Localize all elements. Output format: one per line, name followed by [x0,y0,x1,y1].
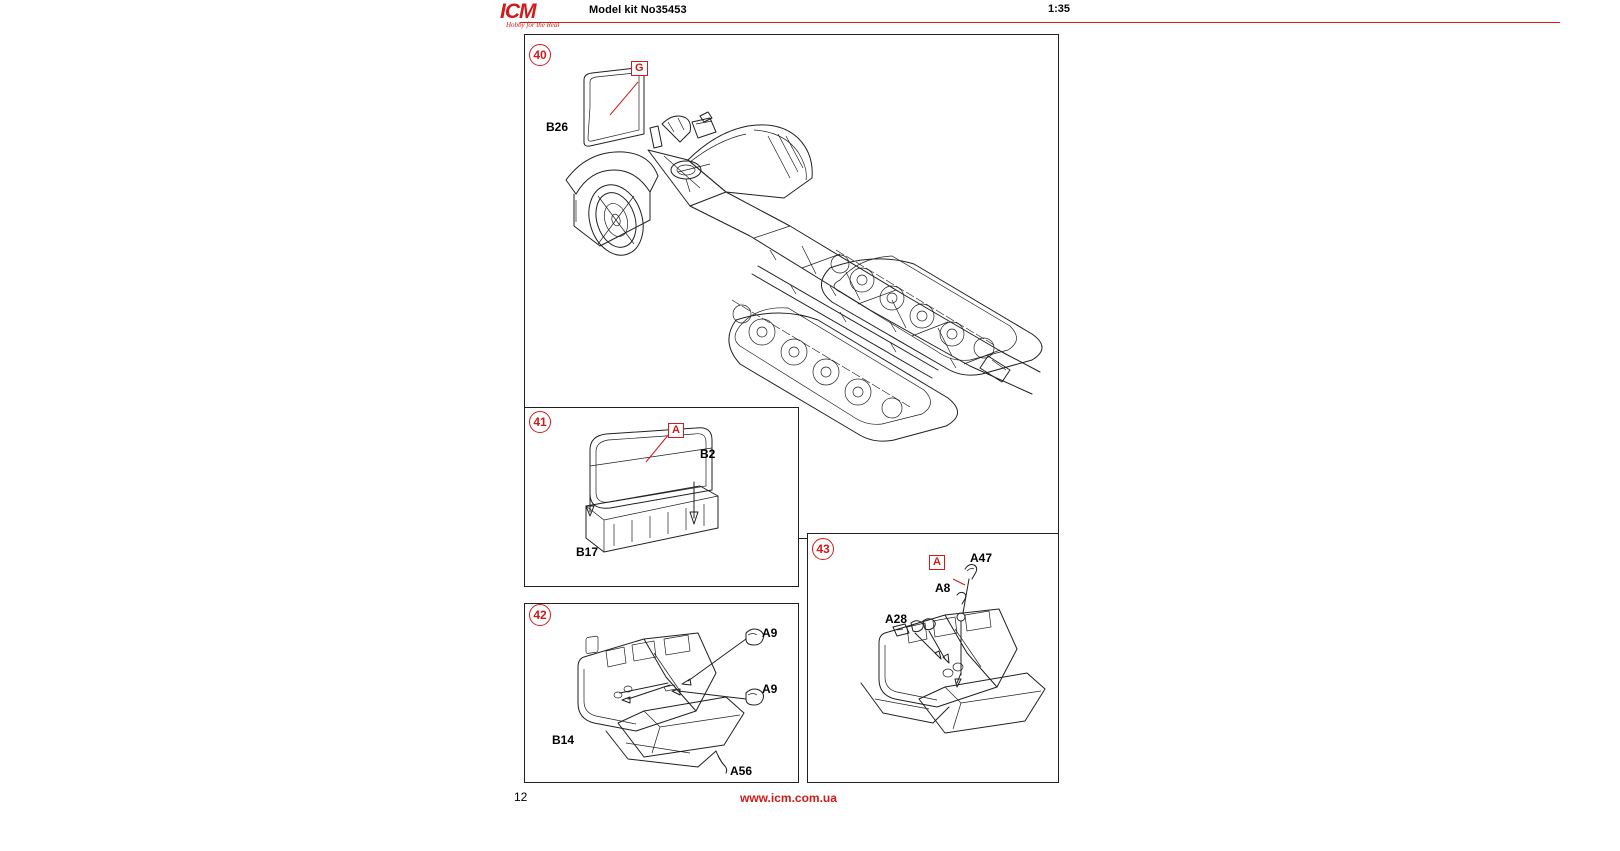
letter-callout-a-step43: A [929,555,945,570]
part-label-a28: A28 [885,612,908,626]
scale-label: 1:35 [1044,3,1074,15]
icm-logo [500,2,572,28]
part-label-a8: A8 [935,581,951,595]
step-panel-42 [524,603,799,783]
step-panel-41 [524,407,799,587]
step-number-41: 41 [529,411,551,433]
step-number-42: 42 [529,604,551,626]
letter-callout-g: G [631,61,648,76]
model-kit-number: Model kit No35453 [585,4,691,16]
letter-callout-a-step41: A [668,423,684,438]
part-label-a56: A56 [730,764,753,778]
website-link[interactable]: www.icm.com.ua [740,791,837,805]
icm-logo-slogan: Hobby for the Real [506,21,560,29]
header-divider-rule [520,22,1560,23]
step-number-40: 40 [529,44,551,66]
part-label-a47: A47 [970,551,993,565]
part-label-b14: B14 [552,733,575,747]
step-panel-43 [807,533,1059,783]
part-label-a9-upper: A9 [762,626,778,640]
step-number-43: 43 [812,538,834,560]
icm-logo-mark: ICM [500,0,536,23]
page-number: 12 [514,790,528,804]
part-label-b17: B17 [576,545,599,559]
part-label-b26: B26 [546,120,569,134]
part-label-a9-lower: A9 [762,682,778,696]
part-label-b2: B2 [700,447,716,461]
